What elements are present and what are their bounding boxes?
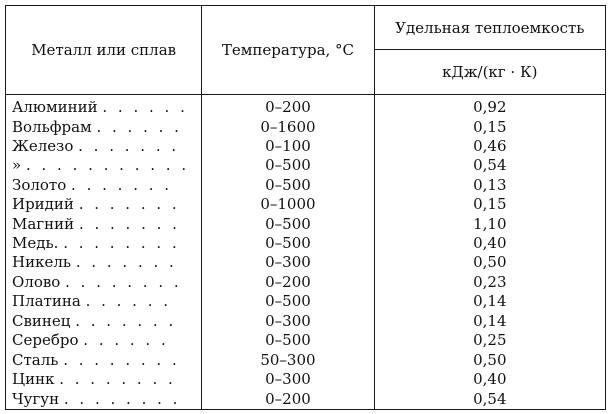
table-row (6, 117, 606, 136)
leader-dots: . . . . . . . . . . . (25, 156, 190, 175)
cell-metal (6, 95, 202, 118)
metal-name: Никель (12, 253, 72, 272)
table-row (6, 156, 606, 175)
metal-name: Чугун (12, 389, 60, 408)
cell-heat-capacity: 0,23 (374, 273, 605, 292)
table-row (6, 312, 606, 331)
table-row (6, 95, 606, 118)
cell-heat-capacity: 0,40 (374, 234, 605, 253)
metal-name: Железо (12, 136, 74, 155)
cell-temperature: 0–200 (202, 389, 374, 409)
cell-metal (6, 215, 202, 234)
cell-temperature: 0–500 (202, 176, 374, 195)
leader-dots: . . . . . . . . (65, 272, 182, 291)
leader-dots: . . . . . . . (78, 136, 180, 155)
cell-metal (6, 156, 202, 175)
leader-dots: . . . . . . (83, 331, 169, 350)
header-heat-capacity (374, 6, 605, 50)
cell-metal (6, 292, 202, 311)
table-row (6, 389, 606, 409)
cell-heat-capacity: 0,46 (374, 137, 605, 156)
leader-dots: . . . . . . . (75, 311, 177, 330)
header-unit: кДж/(кг · К) (374, 50, 605, 95)
cell-temperature: 0–300 (202, 370, 374, 389)
cell-metal (6, 351, 202, 370)
table-row (6, 137, 606, 156)
cell-temperature: 0–300 (202, 312, 374, 331)
metal-name: Цинк (12, 370, 55, 388)
cell-heat-capacity: 0,25 (374, 331, 605, 350)
cell-temperature: 0–300 (202, 253, 374, 272)
cell-temperature: 0–100 (202, 137, 374, 156)
metal-name: » (12, 156, 22, 175)
cell-metal (6, 273, 202, 292)
leader-dots: . . . . . . . . (63, 350, 180, 369)
cell-metal (6, 234, 202, 253)
cell-metal (6, 137, 202, 156)
metal-name: Сталь (12, 350, 59, 369)
header-temperature: Температура, °С (202, 6, 374, 95)
metal-name: Иридий (12, 195, 74, 214)
cell-metal (6, 253, 202, 272)
table-row (6, 370, 606, 389)
leader-dots: . . . . . . . (71, 175, 173, 194)
table-row (6, 351, 606, 370)
cell-temperature: 50–300 (202, 351, 374, 370)
metal-name: Медь. (12, 234, 59, 253)
cell-temperature: 0–200 (202, 95, 374, 118)
cell-temperature: 0–500 (202, 215, 374, 234)
cell-temperature: 0–1000 (202, 195, 374, 214)
cell-metal (6, 389, 202, 409)
cell-temperature: 0–500 (202, 156, 374, 175)
cell-temperature: 0–200 (202, 273, 374, 292)
metal-name: Серебро (12, 331, 79, 350)
cell-heat-capacity: 0,54 (374, 156, 605, 175)
cell-metal (6, 370, 202, 389)
leader-dots: . . . . . . . (75, 253, 177, 272)
leader-dots: . . . . . . . (78, 195, 180, 214)
cell-temperature: 0–500 (202, 331, 374, 350)
table-row (6, 234, 606, 253)
leader-dots: . . . . . . (85, 292, 172, 311)
cell-metal (6, 176, 202, 195)
table-row (6, 273, 606, 292)
cell-heat-capacity: 0,50 (374, 253, 605, 272)
leader-dots: . . . . . . (96, 117, 182, 136)
metal-name: Свинец (12, 311, 71, 330)
cell-heat-capacity: 0,54 (374, 389, 605, 409)
leader-dots: . . . . . . . (78, 214, 180, 233)
cell-metal (6, 312, 202, 331)
specific-heat-table (5, 5, 606, 410)
cell-temperature: 0–500 (202, 234, 374, 253)
table-row (6, 292, 606, 311)
cell-metal (6, 195, 202, 214)
table-row (6, 176, 606, 195)
cell-heat-capacity: 0,14 (374, 312, 605, 331)
cell-metal (6, 331, 202, 350)
leader-dots: . . . . . . . . (63, 389, 181, 408)
cell-heat-capacity: 0,15 (374, 195, 605, 214)
leader-dots: . . . . . . (102, 98, 188, 117)
cell-heat-capacity: 0,13 (374, 176, 605, 195)
table-row (6, 331, 606, 350)
metal-name: Платина (12, 292, 81, 311)
cell-temperature: 0–500 (202, 292, 374, 311)
metal-name: Вольфрам (12, 117, 92, 136)
cell-heat-capacity: 0,14 (374, 292, 605, 311)
cell-temperature: 0–1600 (202, 117, 374, 136)
cell-heat-capacity: 0,15 (374, 117, 605, 136)
cell-heat-capacity: 0,50 (374, 351, 605, 370)
cell-heat-capacity: 0,40 (374, 370, 605, 389)
table-row (6, 215, 606, 234)
table-row (6, 253, 606, 272)
metal-name: Олово (12, 272, 61, 291)
cell-heat-capacity: 1,10 (374, 215, 605, 234)
metal-name: Золото (12, 175, 67, 194)
leader-dots: . . . . . . . . (59, 370, 176, 388)
cell-metal (6, 117, 202, 136)
metal-name: Магний (12, 214, 75, 233)
table-row (6, 195, 606, 214)
leader-dots: . . . . . . . . (63, 234, 180, 253)
table-body (6, 95, 606, 410)
header-metal: Металл или сплав (6, 6, 202, 95)
header-heat-capacity-text: Удельная теплоемкость (395, 18, 585, 37)
cell-heat-capacity: 0,92 (374, 95, 605, 118)
metal-name: Алюминий (12, 98, 98, 117)
